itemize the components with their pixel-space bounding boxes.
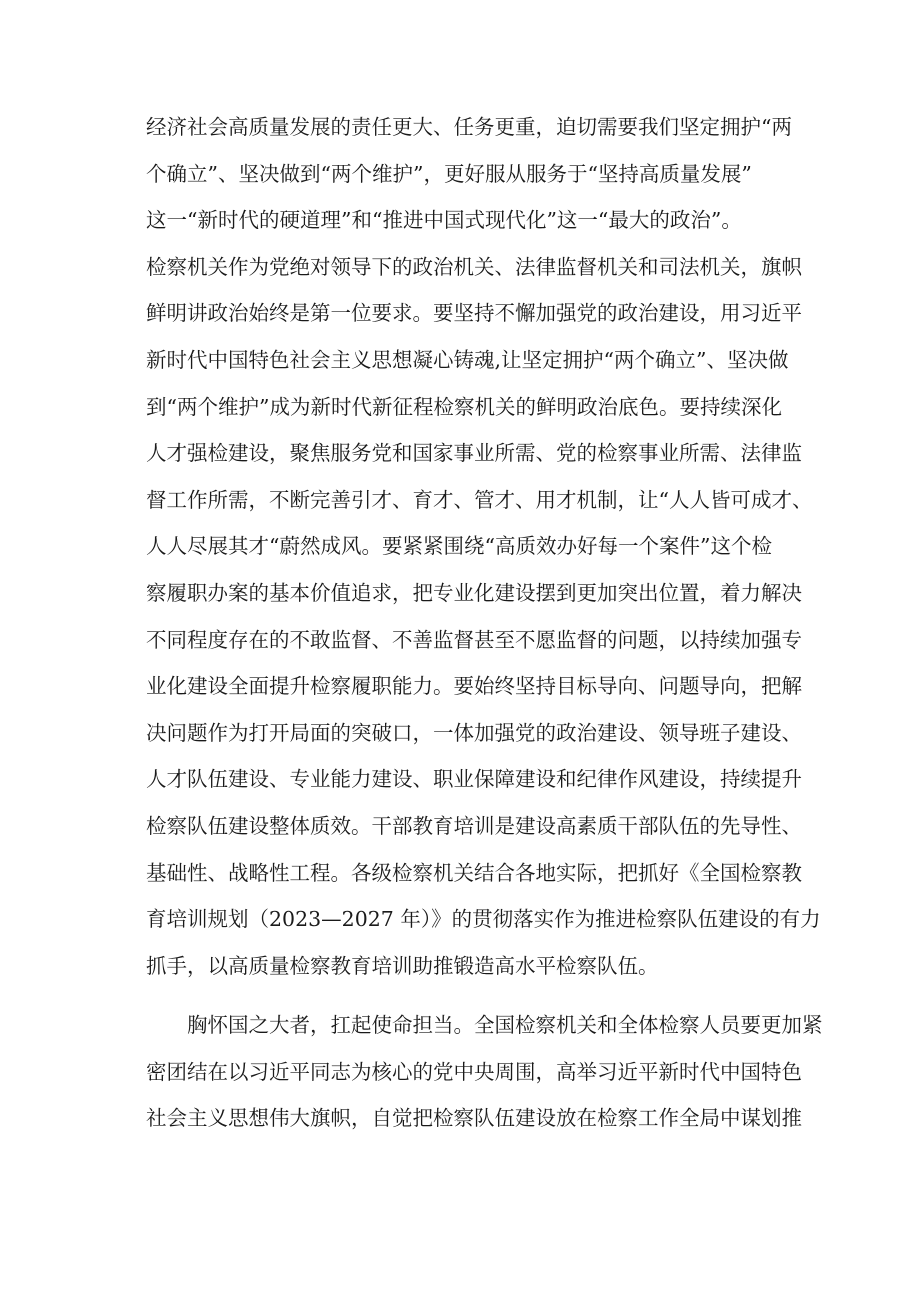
text-line: 督工作所需，不断完善引才、育才、管才、用才机制，让“人人皆可成才、: [146, 487, 813, 512]
text-line: 业化建设全面提升检察履职能力。要始终坚持目标导向、问题导向，把解: [146, 674, 802, 699]
text-line: 这一“新时代的硬道理”和“推进中国式现代化”这一“最大的政治”。: [146, 208, 742, 233]
text-line: 抓手，以高质量检察教育培训助推锻造高水平检察队伍。: [146, 953, 659, 978]
text-line: 鲜明讲政治始终是第一位要求。要坚持不懈加强党的政治建设，用习近平: [146, 301, 802, 326]
text-line: 人人尽展其才“蔚然成风。要紧紧围绕“高质效办好每一个案件”这个检: [146, 534, 772, 559]
text-line: 基础性、战略性工程。各级检察机关结合各地实际，把抓好《全国检察教: [146, 860, 802, 885]
text-line: 察履职办案的基本价值追求，把专业化建设摆到更加突出位置，着力解决: [146, 580, 802, 605]
text-line: 密团结在以习近平同志为核心的党中央周围，高举习近平新时代中国特色: [146, 1059, 802, 1084]
text-line: 人才队伍建设、专业能力建设、职业保障建设和纪律作风建设，持续提升: [146, 767, 802, 792]
text-line: 社会主义思想伟大旗帜，自觉把检察队伍建设放在检察工作全局中谋划推: [146, 1106, 802, 1131]
text-line: 到“两个维护”成为新时代新征程检察机关的鲜明政治底色。要持续深化: [146, 394, 782, 419]
text-line: 决问题作为打开局面的突破口，一体加强党的政治建设、领导班子建设、: [146, 720, 802, 745]
text-line: 人才强检建设，聚焦服务党和国家事业所需、党的检察事业所需、法律监: [146, 441, 802, 466]
body-text: [146, 104, 823, 1142]
text-line: 经济社会高质量发展的责任更大、任务更重，迫切需要我们坚定拥护“两: [146, 115, 792, 139]
text-line: 检察机关作为党绝对领导下的政治机关、法律监督机关和司法机关，旗帜: [146, 254, 802, 279]
text-line: 个确立”、坚决做到“两个维护”，更好服从服务于“坚持高质量发展”: [146, 161, 752, 186]
paragraph-1: [146, 104, 821, 989]
text-line: 不同程度存在的不敢监督、不善监督甚至不愿监督的问题，以持续加强专: [146, 627, 802, 652]
paragraph-2: [146, 1002, 823, 1142]
text-line: 新时代中国特色社会主义思想凝心铸魂,让坚定拥护“两个确立”、坚决做: [146, 347, 789, 372]
text-line: 检察队伍建设整体质效。干部教育培训是建设高素质干部队伍的先导性、: [146, 813, 802, 838]
text-line: 胸怀国之大者，扛起使命担当。全国检察机关和全体检察人员要更加紧: [146, 1013, 823, 1038]
text-line: 育培训规划（2023—2027 年）》的贯彻落实作为推进检察队伍建设的有力: [146, 907, 821, 932]
